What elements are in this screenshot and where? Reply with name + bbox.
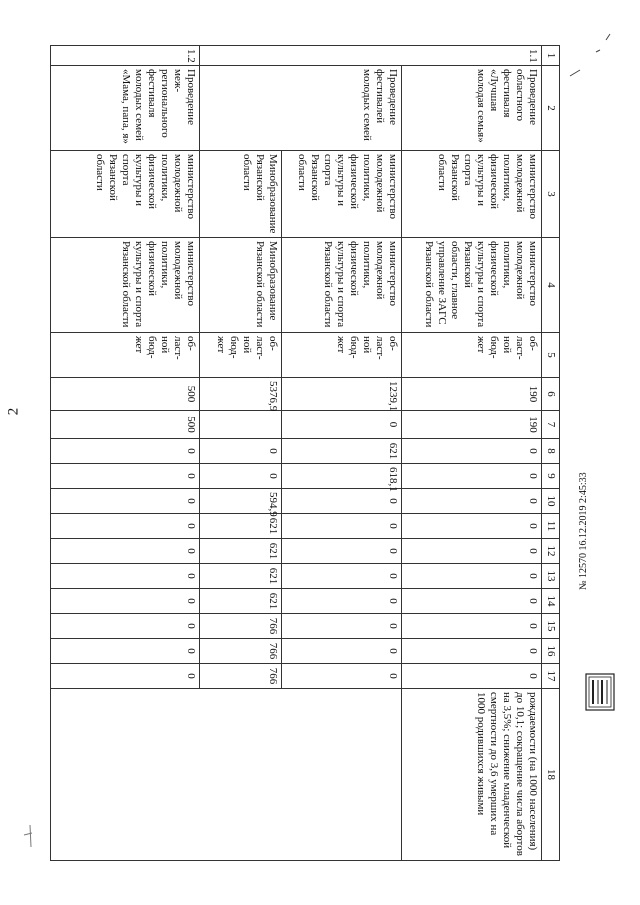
header-cell: 9 [542, 464, 560, 489]
value-cell: 0 [282, 514, 402, 539]
value-cell: 0 [402, 464, 542, 489]
header-cell: 3 [542, 151, 560, 238]
value-cell: 594,9 [200, 489, 282, 514]
value-cell: 0 [51, 439, 200, 464]
header-cell: 6 [542, 378, 560, 411]
funding-source-cell: об- ласт- ной бюд- жет [200, 333, 282, 378]
customer-cell: министерство молодежной политики, физической культуры и спорта Рязанской области [51, 151, 200, 238]
value-cell: 0 [402, 614, 542, 639]
value-cell: 0 [200, 464, 282, 489]
value-cell: 618,1 [282, 464, 402, 489]
value-cell: 0 [51, 564, 200, 589]
value-cell: 0 [51, 639, 200, 664]
value-cell: 621 [200, 539, 282, 564]
value-cell: 0 [402, 489, 542, 514]
header-cell: 18 [542, 689, 560, 861]
value-cell: 0 [51, 514, 200, 539]
value-cell: 0 [282, 639, 402, 664]
scan-noise-mark-icon [20, 815, 50, 855]
handwritten-mark-icon [566, 20, 616, 80]
funding-source-cell: об- ласт- ной бюд- жет [402, 333, 542, 378]
header-cell: 13 [542, 564, 560, 589]
event-cell: Проведение меж- регионального фестиваля молодых семей «Мама, папа, я» [51, 66, 200, 151]
expected-result-cell [51, 689, 402, 861]
document-registration-number: № 12570 16.12.2019 2:45:33 [578, 472, 589, 590]
header-cell: 11 [542, 514, 560, 539]
header-cell: 14 [542, 589, 560, 614]
value-cell: 621 [200, 564, 282, 589]
value-cell: 0 [282, 614, 402, 639]
header-cell: 10 [542, 489, 560, 514]
value-cell: 500 [51, 411, 200, 439]
header-cell: 4 [542, 238, 560, 333]
header-cell: 12 [542, 539, 560, 564]
header-cell: 5 [542, 333, 560, 378]
value-cell: 0 [282, 589, 402, 614]
executor-cell: министерство молодежной политики, физической культуры и спорта Рязанской области [51, 238, 200, 333]
value-cell: 0 [51, 614, 200, 639]
customer-cell: министерство молодежной политики, физической культуры и спорта Рязанской области [282, 151, 402, 238]
program-table [50, 45, 560, 861]
funding-source-cell: об- ласт- ной бюд- жет [51, 333, 200, 378]
value-cell: 766 [200, 614, 282, 639]
value-cell: 0 [282, 539, 402, 564]
value-cell: 5376,9 [200, 378, 282, 411]
value-cell: 766 [200, 639, 282, 664]
value-cell: 0 [402, 564, 542, 589]
value-cell: 0 [402, 664, 542, 689]
value-cell: 190 [402, 378, 542, 411]
value-cell: 0 [402, 514, 542, 539]
header-cell: 1 [542, 46, 560, 66]
value-cell: 0 [282, 411, 402, 439]
rotated-table-wrapper [50, 45, 560, 856]
expected-result-cell: рождаемости (на 1000 населения) до 10,1; сокращение числа абортов на 3,5%; снижение младенческой смертности до 3,6 умерших на 1000 родившихся живыми [402, 689, 542, 861]
value-cell: 0 [51, 539, 200, 564]
value-cell: 0 [402, 439, 542, 464]
executor-cell: Минобразование Рязанской области [200, 238, 282, 333]
executor-cell: министерство молодежной политики, физической культуры и спорта Рязанской области, главное управление ЗАГС Рязанской области [402, 238, 542, 333]
value-cell: 0 [402, 589, 542, 614]
value-cell: 0 [51, 464, 200, 489]
value-cell: 1239,1 [282, 378, 402, 411]
value-cell: 0 [51, 589, 200, 614]
header-cell: 2 [542, 66, 560, 151]
header-cell: 17 [542, 664, 560, 689]
header-cell: 15 [542, 614, 560, 639]
row-number-cell: 1.2 [51, 46, 200, 66]
customer-cell: министерство молодежной политики, физической культуры и спорта Рязанской области [402, 151, 542, 238]
signature-stamp-icon [583, 670, 617, 714]
value-cell: 0 [402, 539, 542, 564]
program-table-container [50, 45, 560, 856]
value-cell [200, 411, 282, 439]
value-cell: 0 [51, 664, 200, 689]
event-cell: Проведение областного фестиваля «Лучшая молодая семья» [402, 66, 542, 151]
table-row [282, 46, 402, 861]
executor-cell: министерство молодежной политики, физической культуры и спорта Рязанской области [282, 238, 402, 333]
value-cell: 0 [200, 439, 282, 464]
value-cell: 621 [282, 439, 402, 464]
value-cell: 621 [200, 514, 282, 539]
funding-source-cell: об- ласт- ной бюд- жет [282, 333, 402, 378]
value-cell: 0 [282, 664, 402, 689]
event-cell: Проведение фестивалей молодых семей [200, 66, 402, 151]
value-cell: 621 [200, 589, 282, 614]
value-cell: 0 [282, 564, 402, 589]
page-number: 2 [5, 407, 22, 416]
header-cell: 8 [542, 439, 560, 464]
value-cell: 500 [51, 378, 200, 411]
table-header-row [542, 46, 560, 861]
value-cell: 190 [402, 411, 542, 439]
customer-cell: Минобразование Рязанской области [200, 151, 282, 238]
row-number-cell: 1.1 [200, 46, 542, 66]
value-cell: 0 [282, 489, 402, 514]
header-cell: 16 [542, 639, 560, 664]
table-row [402, 46, 542, 861]
header-cell: 7 [542, 411, 560, 439]
value-cell: 0 [402, 639, 542, 664]
value-cell: 766 [200, 664, 282, 689]
value-cell: 0 [51, 489, 200, 514]
